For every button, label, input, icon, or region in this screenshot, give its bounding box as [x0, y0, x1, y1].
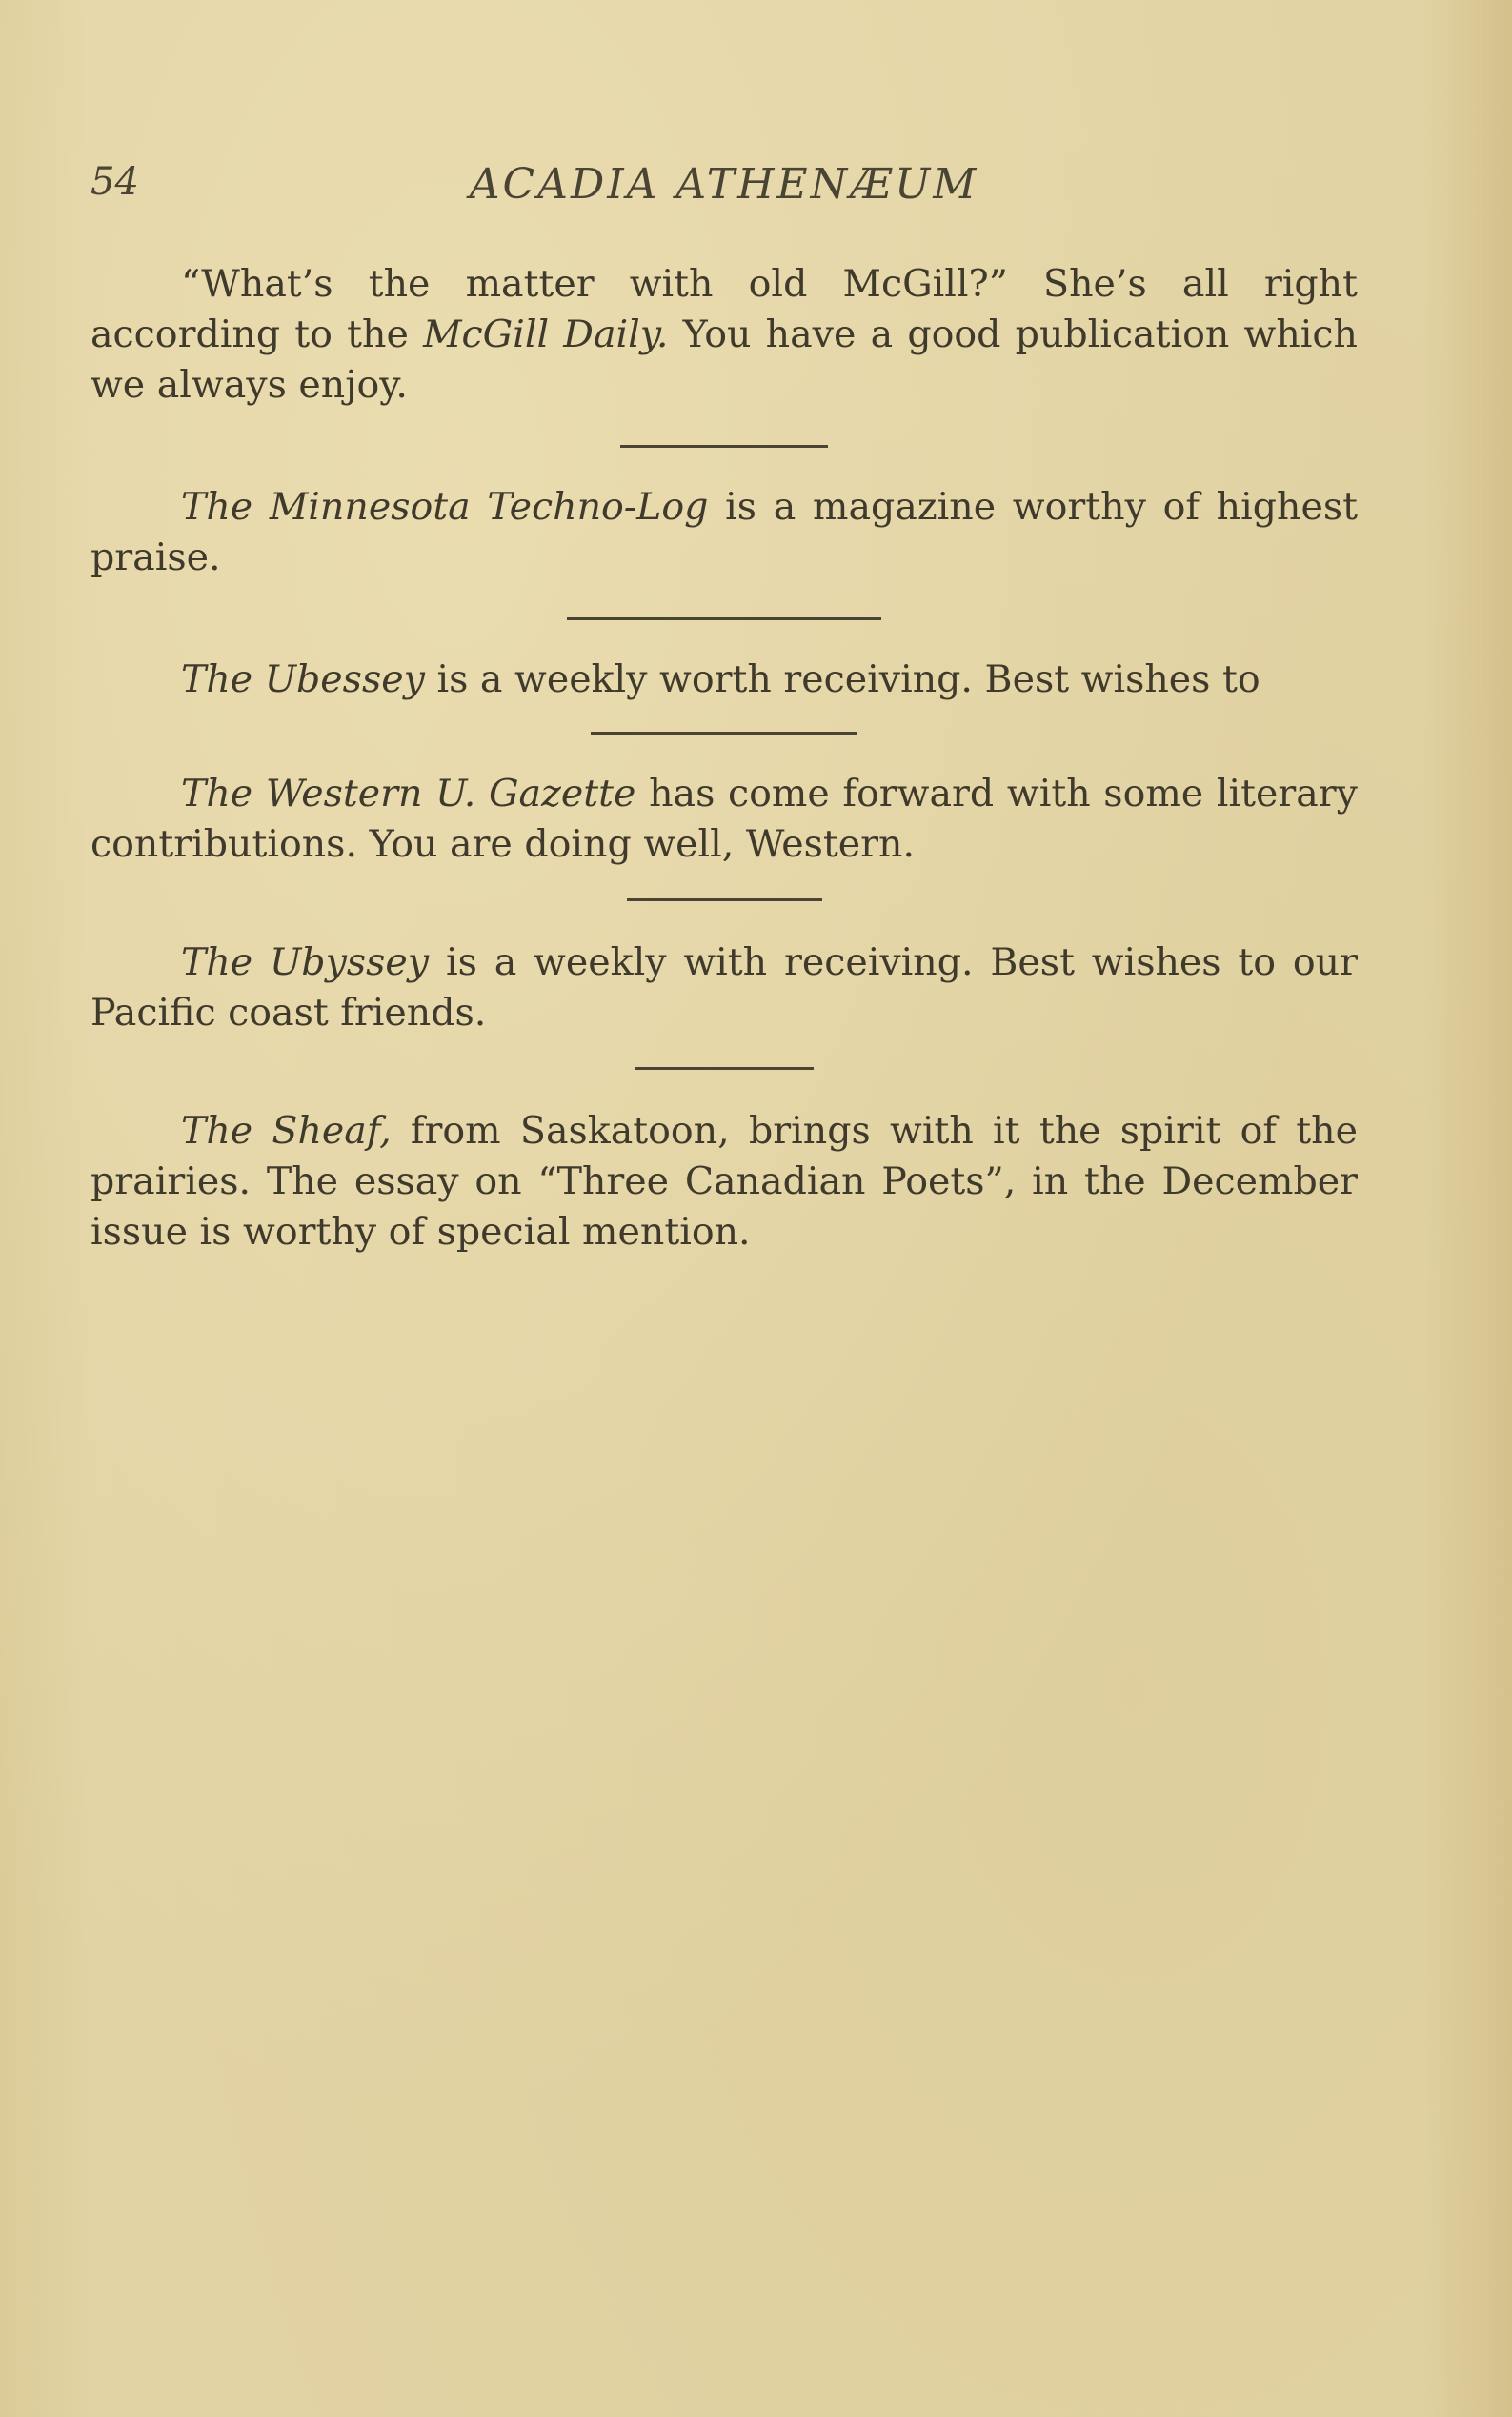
- section-divider: [627, 898, 822, 901]
- paragraph-text: You have a good publication which we always enjoy.: [91, 312, 1358, 407]
- section-divider: [620, 445, 828, 448]
- journal-title: ACADIA ATHENÆUM: [469, 160, 979, 209]
- page-number: 54: [91, 160, 139, 204]
- paragraph-text: “What’s the matter with old McGill?” She’s all right according to the: [91, 262, 1358, 356]
- periodical-title: The Ubessey: [181, 657, 425, 701]
- periodical-title: The Western U. Gazette: [181, 772, 636, 816]
- paragraph-text: is a weekly worth receiving. Best wishes to: [424, 657, 1260, 701]
- paragraph-text: from Saskatoon, brings with it the spirit of the prairies. The essay on “Three Canadian Poets”, in the December issue is worthy of special mention.: [91, 1109, 1358, 1254]
- paragraph-ubessey: [91, 655, 1358, 705]
- exchange-notes: [91, 259, 1358, 1258]
- section-divider: [635, 1067, 814, 1070]
- running-head: [91, 160, 1358, 217]
- periodical-title: The Ubyssey: [181, 940, 430, 984]
- paragraph-mcgill: [91, 259, 1358, 411]
- section-divider: [591, 732, 857, 735]
- paragraph-western: [91, 769, 1358, 870]
- paragraph-sheaf: [91, 1106, 1358, 1258]
- paragraph-ubyssey: [91, 937, 1358, 1038]
- paragraph-text: is a magazine worthy of highest praise.: [91, 485, 1358, 579]
- periodical-title: The Sheaf,: [181, 1109, 392, 1153]
- paragraph-text: is a weekly with receiving. Best wishes to our Pacific coast friends.: [91, 940, 1358, 1035]
- paragraph-text: has come forward with some literary contributions. You are doing well, Western.: [91, 772, 1358, 866]
- periodical-title: McGill Daily.: [423, 312, 669, 356]
- section-divider: [567, 617, 881, 620]
- paragraph-minnesota: [91, 482, 1358, 583]
- periodical-title: The Minnesota Techno-Log: [181, 485, 709, 529]
